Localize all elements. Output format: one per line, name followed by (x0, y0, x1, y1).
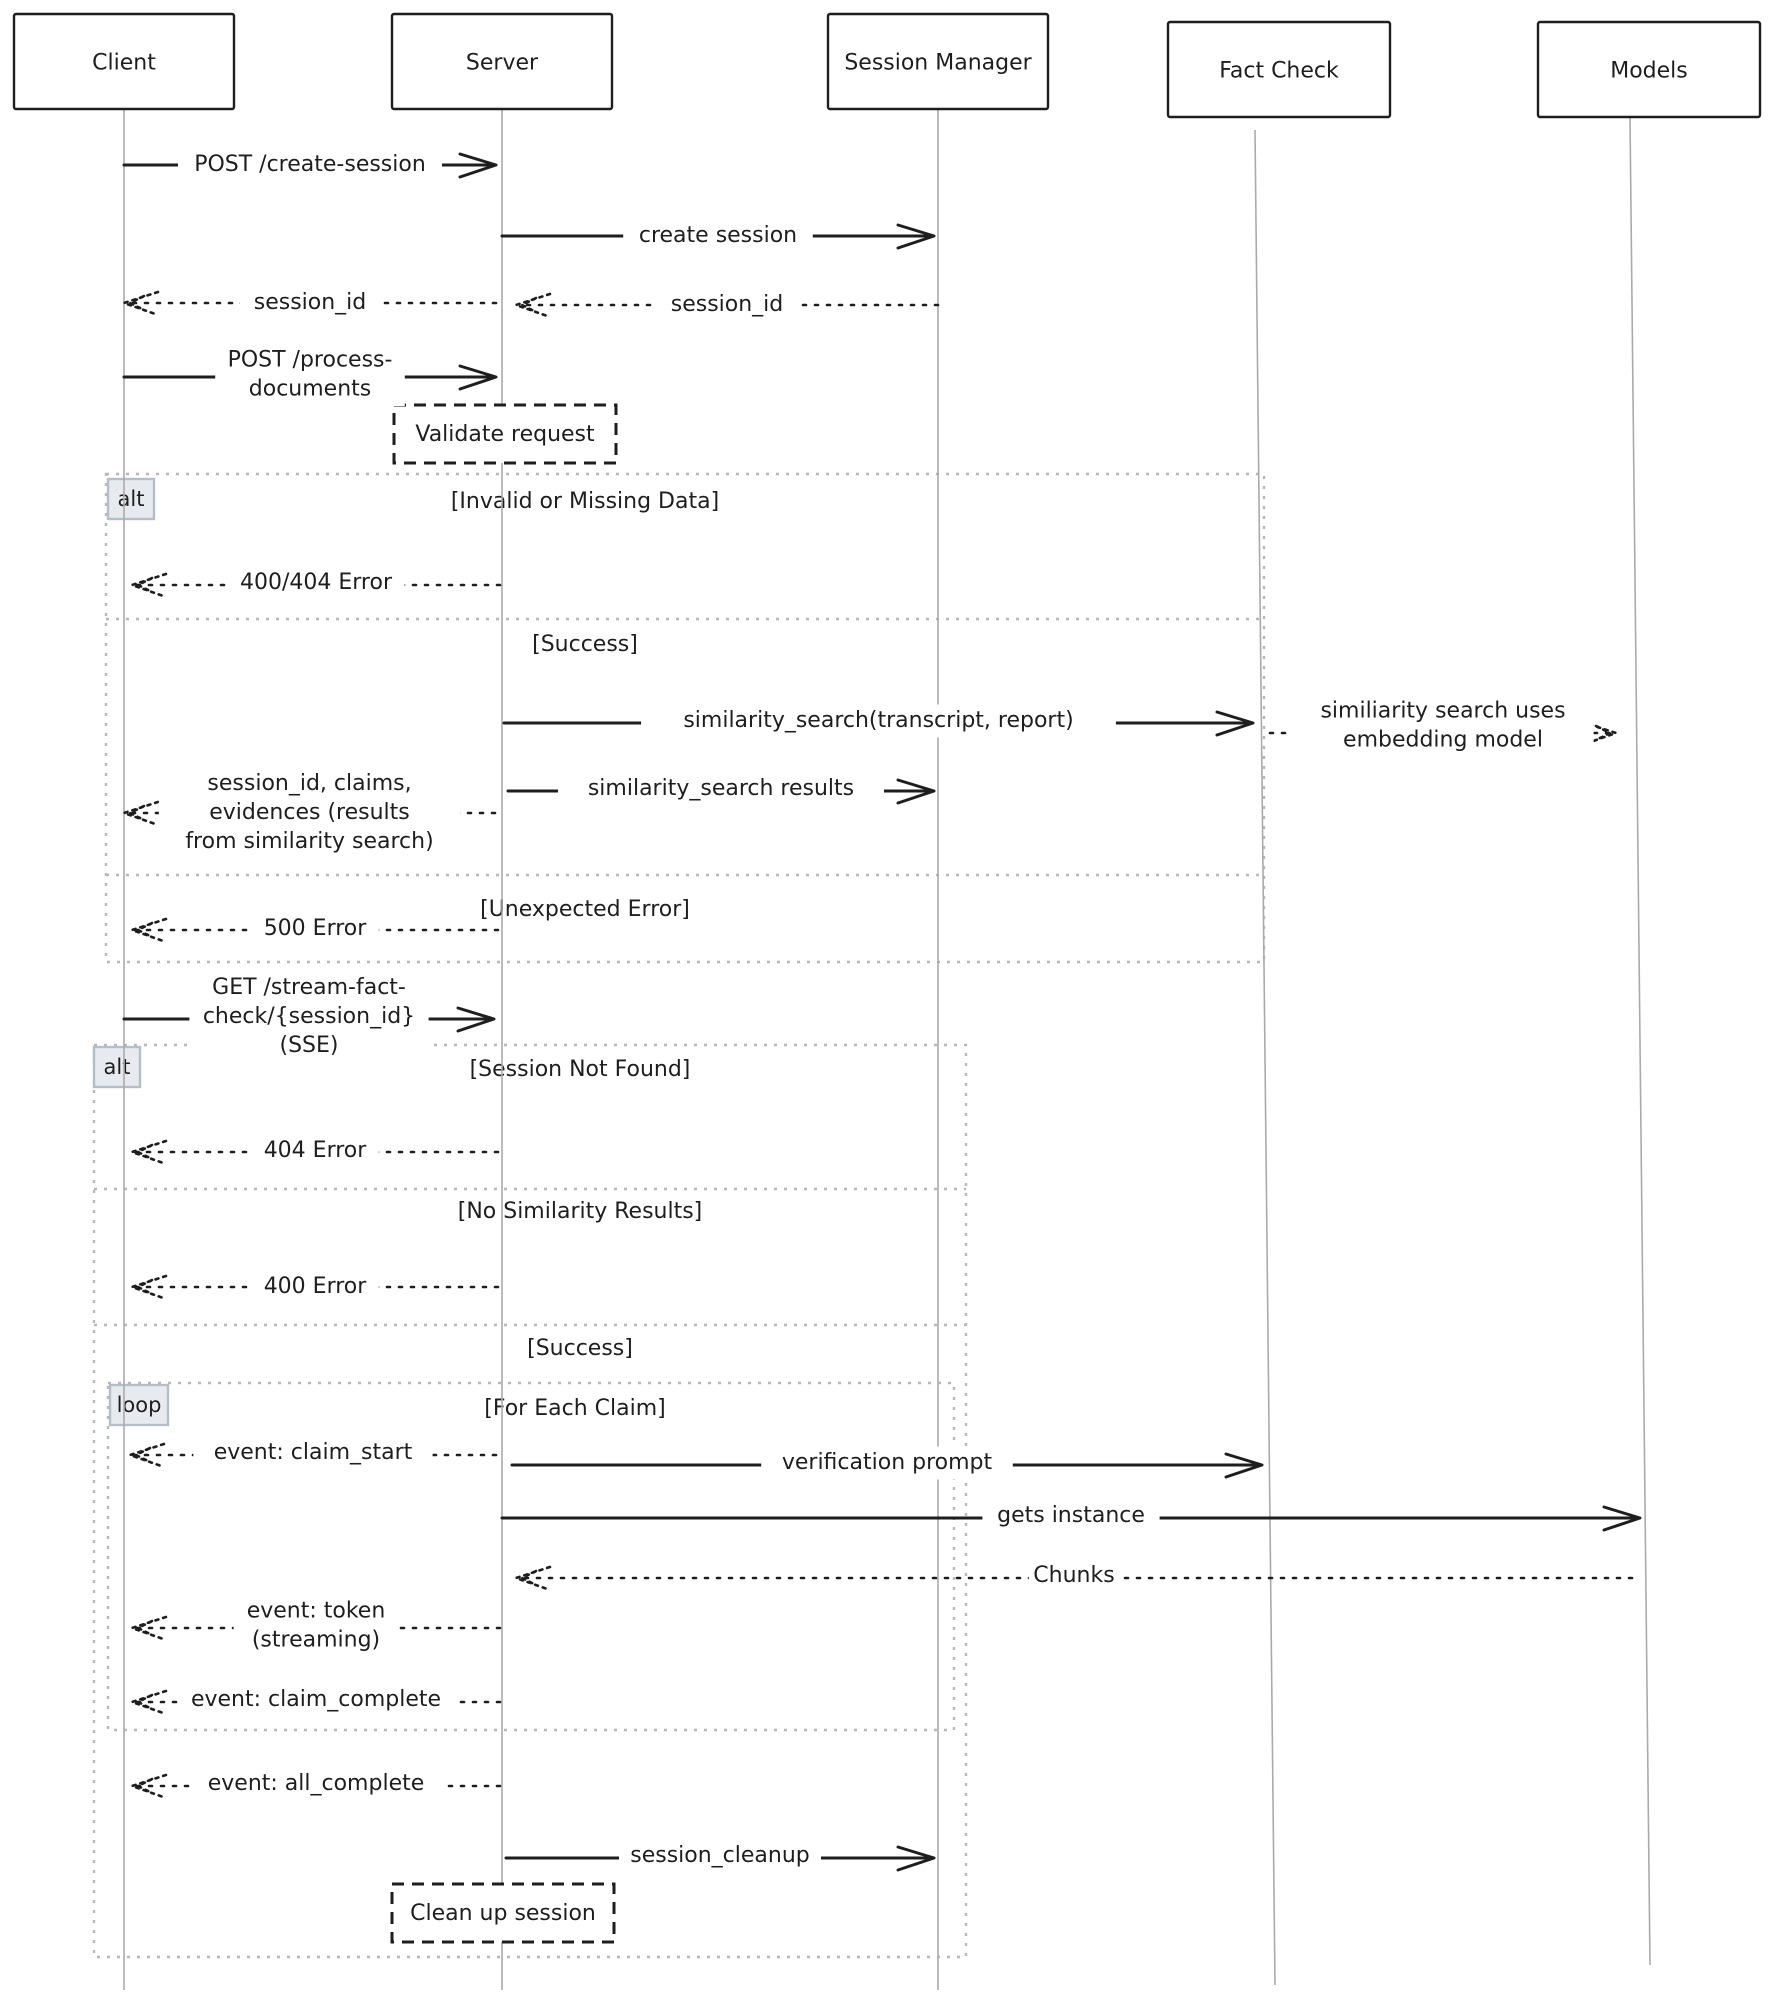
participants-layer (14, 14, 1760, 117)
participant-label: Fact Check (1219, 58, 1339, 84)
fragment-condition: [Success] (527, 1336, 633, 1361)
participant-models (1538, 22, 1760, 117)
message-label: similarity_search(transcript, report) (683, 708, 1074, 733)
message-label: 404 Error (263, 1138, 367, 1163)
arrowhead-inner (130, 806, 144, 820)
message-label: event: claim_start (213, 1440, 413, 1465)
fragment-frame (94, 1045, 966, 1957)
message-label: (SSE) (279, 1033, 339, 1058)
note-label: Clean up session (410, 1901, 596, 1926)
message-label: evidences (results (209, 800, 410, 825)
fragment-condition: [No Similarity Results] (457, 1199, 703, 1224)
fragment-condition: [For Each Claim] (484, 1396, 666, 1421)
message-label: check/{session_id} (202, 1004, 416, 1029)
message-label: session_id (670, 292, 784, 317)
participant-session-manager (828, 14, 1048, 109)
message-label: (streaming) (251, 1627, 381, 1653)
messages-layer (124, 149, 1640, 1873)
fragment-tag-label: loop (116, 1393, 162, 1417)
message-event-claim-start (130, 1437, 496, 1470)
message-session-cleanup (506, 1840, 934, 1873)
message-label: session_cleanup (630, 1843, 810, 1868)
message-label: GET /stream-fact- (212, 975, 406, 1000)
fragment-condition: [Session Not Found] (469, 1057, 691, 1082)
message-label: from similarity search) (185, 829, 434, 854)
message-label: POST /create-session (194, 152, 426, 177)
message-label: embedding model (1343, 727, 1543, 753)
fragment-frame (108, 1383, 954, 1730)
message-label: session_id, claims, (207, 771, 412, 796)
message-label: session_id (253, 290, 367, 315)
message-label: 400/404 Error (239, 570, 393, 595)
fragment-loop (108, 1383, 954, 1730)
message-post-create-session (124, 149, 496, 182)
message-label: 500 Error (263, 916, 367, 941)
message-400-error (132, 1271, 498, 1304)
message-similarity-search-results (508, 773, 934, 806)
message-similiarity-search-uses-embedding-model (1270, 695, 1616, 757)
participant-label: Client (92, 50, 156, 76)
message-event-all-complete (132, 1768, 500, 1801)
message-label: gets instance (997, 1503, 1145, 1528)
fragment-tag-label: alt (117, 487, 145, 511)
message-label: documents (248, 376, 372, 402)
fragment-condition: [Success] (532, 632, 638, 657)
fragment-condition: [Invalid or Missing Data] (450, 489, 720, 514)
message-label: similiarity search uses (1320, 698, 1566, 724)
message-label: event: token (246, 1598, 386, 1624)
message-404-error (132, 1135, 498, 1168)
message-create-session (502, 220, 934, 253)
message-label: create session (638, 223, 798, 248)
message-event-token-streaming (132, 1595, 500, 1657)
message-label: similarity_search results (587, 776, 855, 801)
note-clean-up-session (392, 1884, 614, 1942)
fragment-tag-label: alt (103, 1055, 131, 1079)
message-label: verification prompt (781, 1450, 993, 1475)
lifeline-fact-check (1255, 130, 1275, 1985)
message-label: POST /process- (227, 347, 393, 373)
message-label: 400 Error (263, 1274, 367, 1299)
fragments-layer (94, 474, 1264, 1957)
message-session-id (516, 289, 938, 322)
lifeline-models (1630, 118, 1650, 1965)
message-label: event: claim_complete (190, 1687, 442, 1712)
message-get-stream-fact-check-session-id-sse (124, 972, 494, 1063)
participant-client (14, 14, 234, 109)
participant-server (392, 14, 612, 109)
message-event-claim-complete (132, 1684, 500, 1717)
participant-label: Server (465, 50, 539, 76)
fragment-condition: [Unexpected Error] (480, 897, 690, 922)
message-verification-prompt (512, 1447, 1262, 1480)
message-session-id (124, 287, 496, 320)
message-post-process-documents (124, 344, 496, 406)
message-500-error (132, 913, 498, 946)
message-400-404-error (132, 567, 500, 600)
fragment-alt (94, 1045, 966, 1957)
participant-fact-check (1168, 22, 1390, 117)
participant-label: Models (1610, 58, 1688, 84)
participant-label: Session Manager (844, 50, 1032, 76)
message-similarity-search-transcript-report (504, 705, 1253, 738)
message-chunks (516, 1560, 1632, 1593)
message-label: Chunks (1033, 1563, 1115, 1588)
message-gets-instance (502, 1500, 1640, 1533)
note-label: Validate request (415, 422, 595, 447)
note-validate-request (394, 405, 616, 463)
message-session-id-claims-evidences-results-from-similarity-search (124, 768, 495, 859)
message-label: event: all_complete (207, 1771, 425, 1796)
